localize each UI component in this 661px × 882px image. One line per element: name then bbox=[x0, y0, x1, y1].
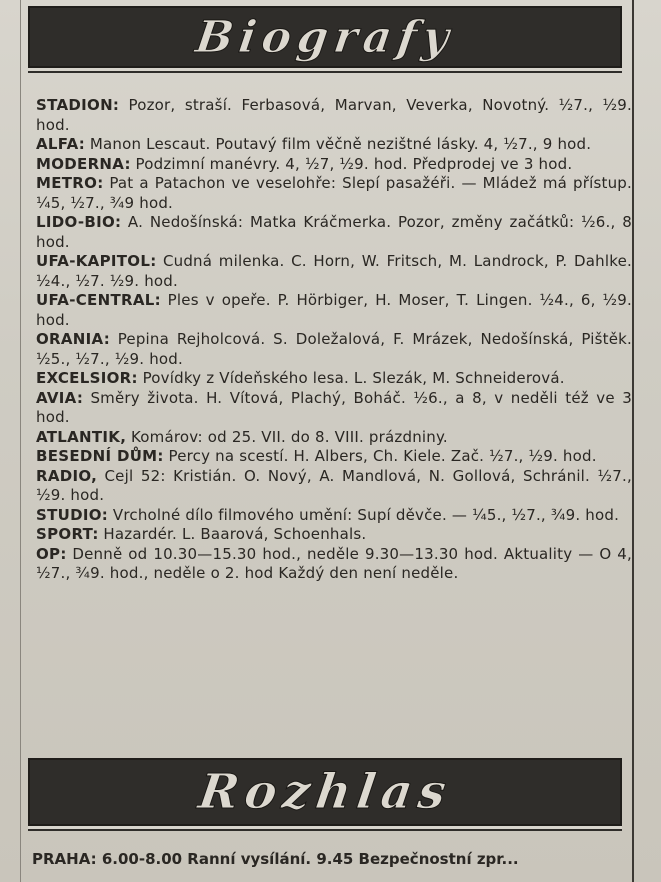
cinema-name: ORANIA: bbox=[36, 330, 111, 348]
cinema-listings bbox=[36, 96, 632, 584]
cinema-program: Denně od 10.30—15.30 hod., neděle 9.30—13.30 hod. Aktuality — O 4, ½7., ¾9. hod., neděle o 2. hod Každý den není neděle. bbox=[36, 544, 632, 582]
cinema-name: AVIA: bbox=[36, 388, 84, 407]
cinema-entry bbox=[36, 330, 632, 369]
radio-station-name: PRAHA: bbox=[32, 850, 97, 868]
cinema-entry bbox=[36, 467, 632, 506]
cinema-program: Cejl 52: Kristián. O. Nový, A. Mandlová, N. Gollová, Schránil. ½7., ½9. hod. bbox=[36, 466, 632, 504]
cinema-program: Pozor, straší. Ferbasová, Marvan, Veverka, Novotný. ½7., ½9. hod. bbox=[36, 96, 632, 134]
cinema-entry bbox=[36, 369, 632, 389]
rozhlas-header-banner bbox=[28, 758, 622, 826]
cinema-program: Manon Lescaut. Poutavý film věčně nezištné lásky. 4, ½7., 9 hod. bbox=[89, 135, 592, 153]
cinema-name: OP: bbox=[36, 544, 67, 563]
cinema-program: Pepina Rejholcová. S. Doležalová, F. Mrázek, Nedošínská, Pištěk. ½5., ½7., ½9. hod. bbox=[36, 330, 632, 368]
cinema-entry bbox=[36, 389, 632, 428]
column-rule-left bbox=[20, 0, 21, 882]
cinema-program: Ples v opeře. P. Hörbiger, H. Moser, T. Lingen. ½4., 6, ½9. hod. bbox=[36, 291, 632, 329]
cinema-name: RADIO, bbox=[36, 466, 98, 485]
footer-title: Rozhlas bbox=[194, 764, 456, 820]
cinema-entry bbox=[36, 506, 632, 526]
cinema-entry bbox=[36, 155, 632, 175]
cinema-program: Podzimní manévry. 4, ½7, ½9. hod. Předprodej ve 3 hod. bbox=[135, 154, 573, 173]
cinema-program: Směry života. H. Vítová, Plachý, Boháč. ½6., a 8, v neděli též ve 3 hod. bbox=[36, 388, 632, 426]
cinema-name: SPORT: bbox=[36, 525, 99, 543]
cinema-entry bbox=[36, 525, 632, 545]
cinema-name: STUDIO: bbox=[36, 505, 109, 524]
cinema-name: MODERNA: bbox=[36, 154, 131, 173]
cinema-name: ATLANTIK, bbox=[36, 427, 127, 446]
cinema-entry bbox=[36, 447, 632, 467]
biografy-header-banner bbox=[28, 6, 622, 68]
cinema-entry bbox=[36, 428, 632, 448]
column-rule-right bbox=[632, 0, 634, 882]
cinema-entry bbox=[36, 252, 632, 291]
radio-schedule-line bbox=[32, 850, 628, 868]
cinema-name: STADION: bbox=[36, 96, 120, 114]
cinema-program: Hazardér. L. Baarová, Schoenhals. bbox=[103, 525, 367, 543]
cinema-name: ALFA: bbox=[36, 135, 86, 153]
cinema-name: UFA-KAPITOL: bbox=[36, 252, 157, 270]
cinema-entry bbox=[36, 174, 632, 213]
cinema-name: UFA-CENTRAL: bbox=[36, 291, 161, 309]
radio-schedule-text: 6.00-8.00 Ranní vysílání. 9.45 Bezpečnostní zpr... bbox=[101, 850, 519, 868]
cinema-program: Percy na scestí. H. Albers, Ch. Kiele. Zač. ½7., ½9. hod. bbox=[168, 447, 597, 465]
cinema-program: Povídky z Vídeňského lesa. L. Slezák, M. Schneiderová. bbox=[142, 369, 565, 387]
cinema-entry bbox=[36, 213, 632, 252]
cinema-program: Cudná milenka. C. Horn, W. Fritsch, M. Landrock, P. Dahlke. ½4., ½7. ½9. hod. bbox=[36, 252, 632, 290]
cinema-entry bbox=[36, 545, 632, 584]
cinema-program: Vrcholné dílo filmového umění: Supí děvče. — ¼5., ½7., ¾9. hod. bbox=[112, 505, 620, 524]
cinema-program: A. Nedošínská: Matka Kráčmerka. Pozor, změny začátků: ½6., 8 hod. bbox=[36, 213, 632, 251]
header-title: Biografy bbox=[192, 11, 458, 63]
cinema-entry bbox=[36, 135, 632, 155]
cinema-name: EXCELSIOR: bbox=[36, 369, 138, 387]
cinema-program: Komárov: od 25. VII. do 8. VIII. prázdniny. bbox=[131, 427, 448, 446]
cinema-name: BESEDNÍ DŮM: bbox=[36, 447, 164, 465]
cinema-entry bbox=[36, 96, 632, 135]
cinema-entry bbox=[36, 291, 632, 330]
cinema-name: METRO: bbox=[36, 174, 104, 192]
cinema-name: LIDO-BIO: bbox=[36, 213, 122, 231]
cinema-program: Pat a Patachon ve veselohře: Slepí pasažéři. — Mládež má přístup. ¼5, ½7., ¾9 hod. bbox=[36, 174, 632, 212]
